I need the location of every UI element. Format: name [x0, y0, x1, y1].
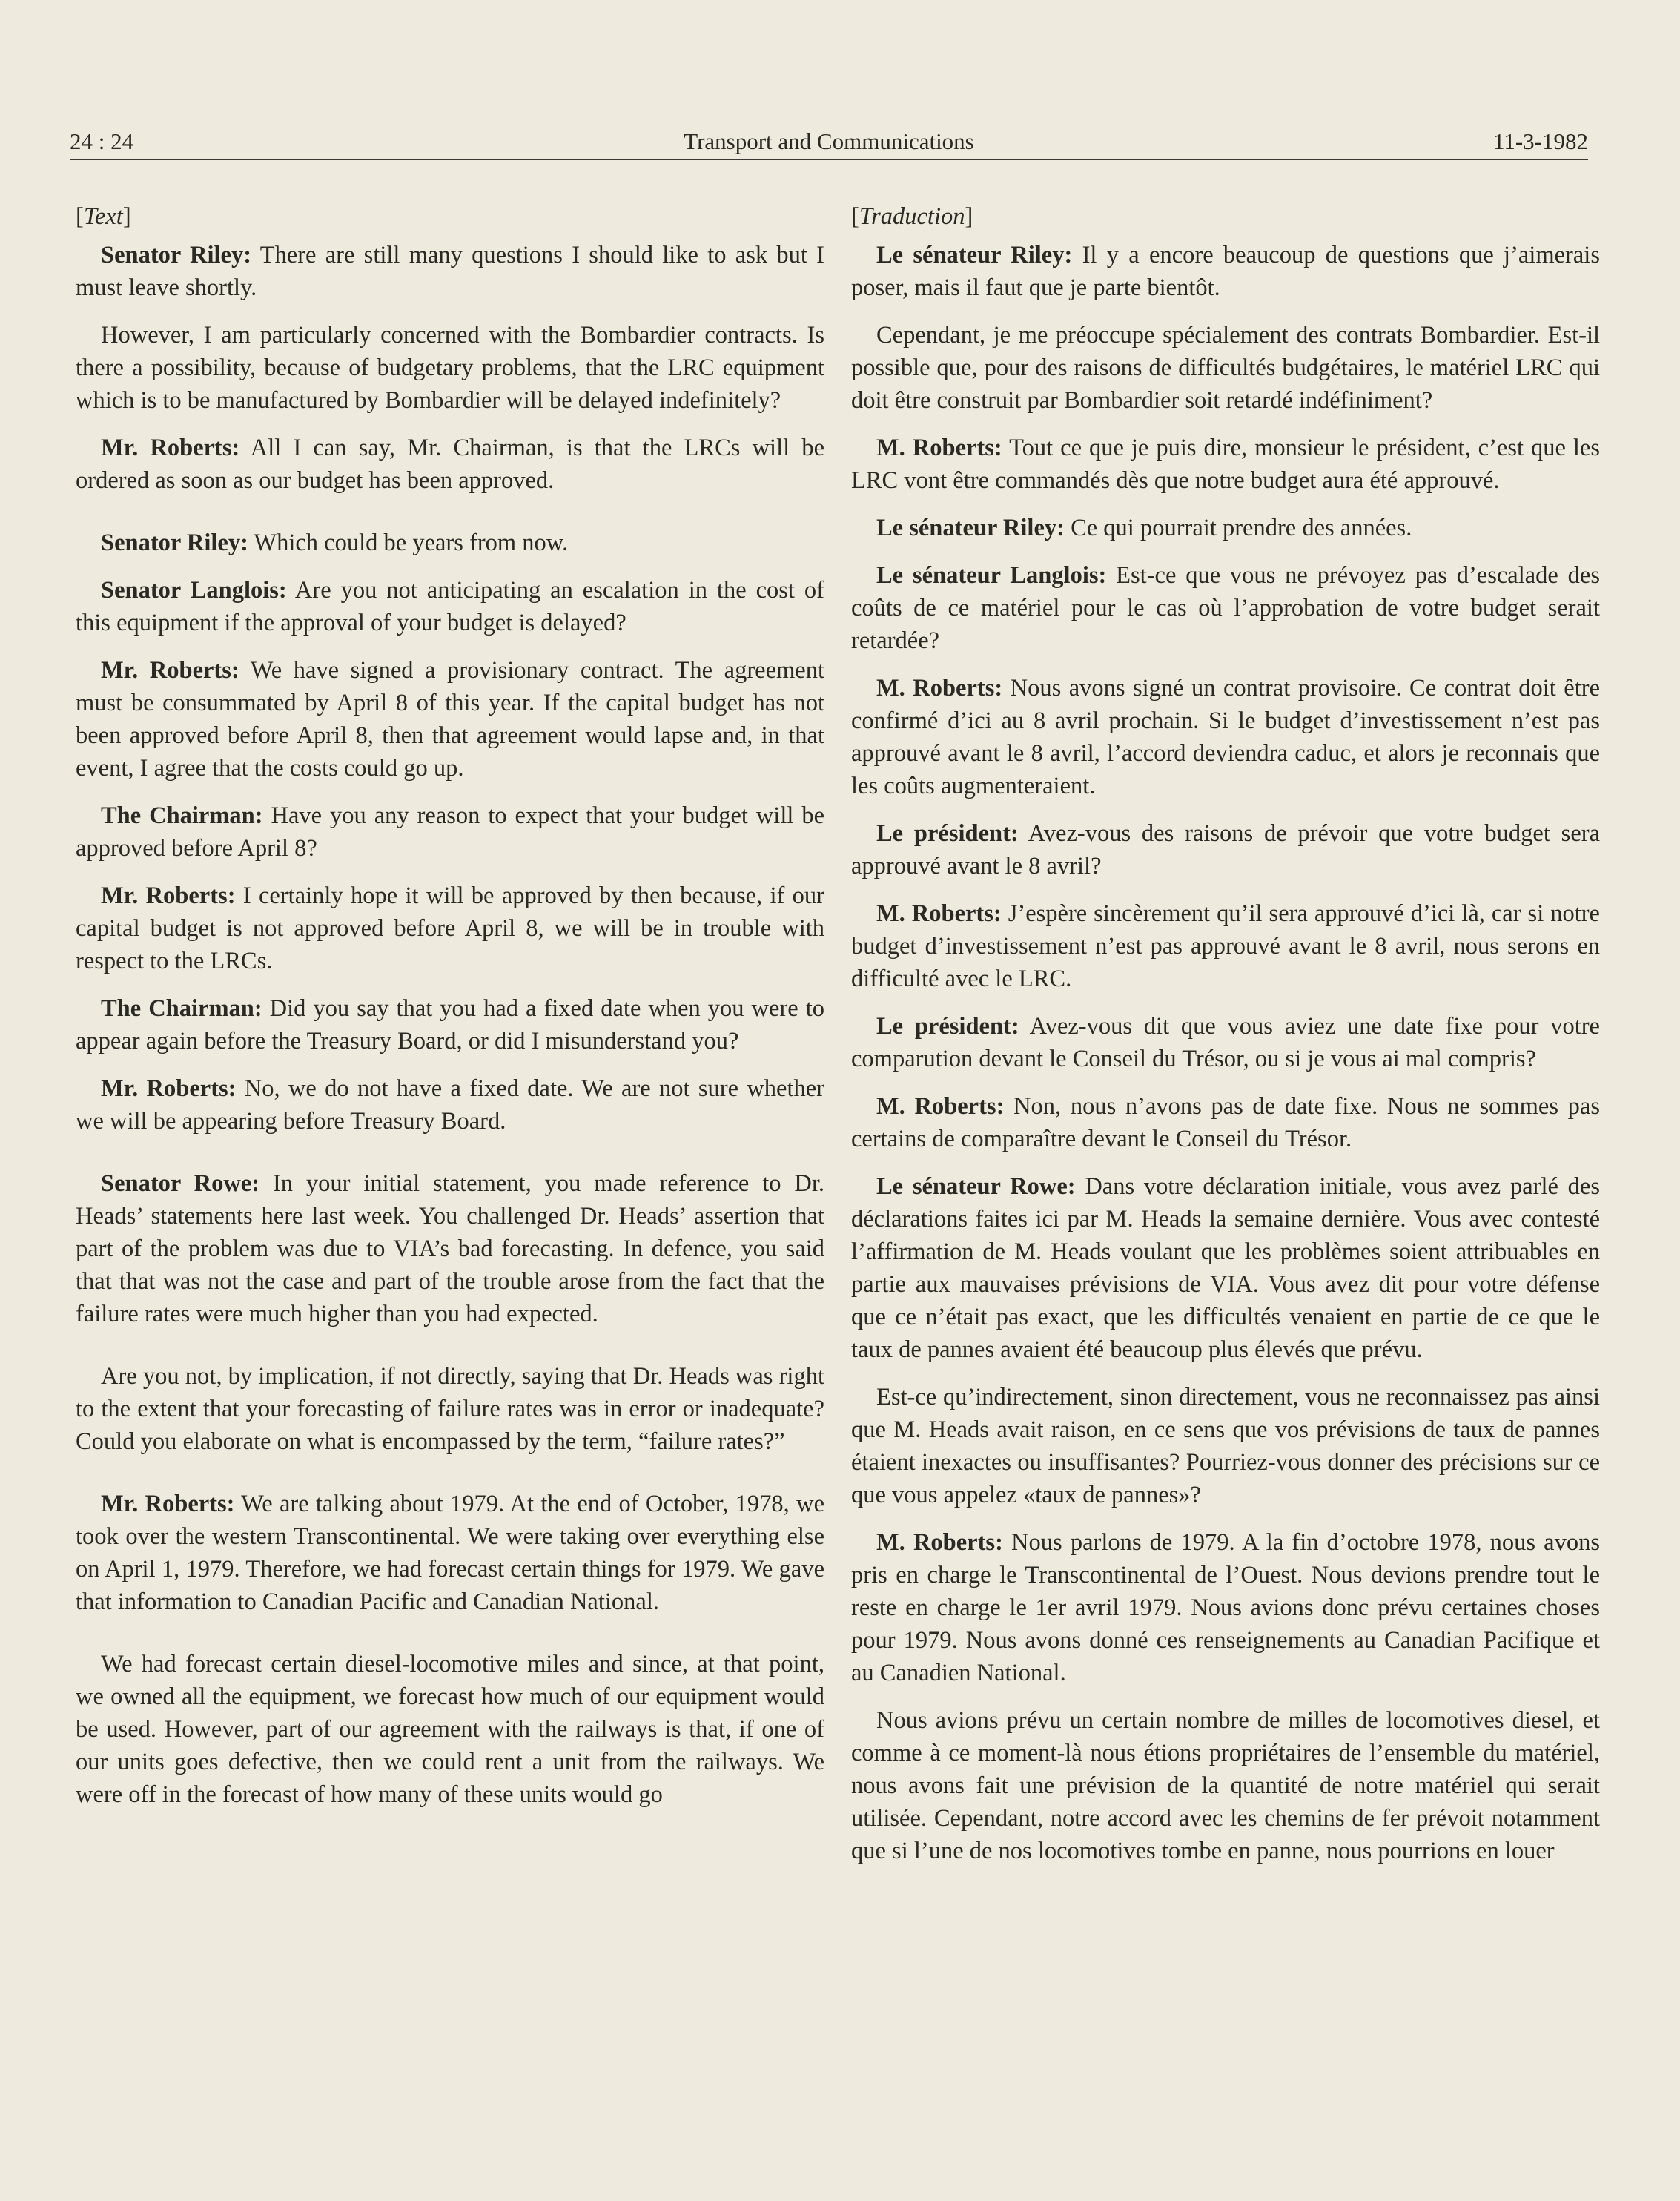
paragraph: M. Roberts: Tout ce que je puis dire, monsieur le président, c’est que les LRC vont être commandés dès que notre budget aura été approuvé.	[851, 435, 1600, 494]
paragraph: Le sénateur Riley: Il y a encore beaucoup de questions que j’aimerais poser, mais il faut que je parte bientôt.	[851, 242, 1600, 301]
speaker-name: Senator Langlois:	[101, 577, 287, 604]
paragraph: Mr. Roberts: We are talking about 1979. At the end of October, 1978, we took over the western Transcontinental. We were taking over everything else on April 1, 1979. Therefore, we had forecast certain things for 1979. We gave that information to Canadian Pacific and Canadian National.	[76, 1491, 824, 1615]
header-rule	[70, 159, 1588, 160]
paragraph: Senator Rowe: In your initial statement, you made reference to Dr. Heads’ statements here last week. You challenged Dr. Heads’ assertion that part of the problem was due to VIA’s bad forecasting. In defence, you said that that was not the case and part of the trouble arose from the fact that the failure rates were much higher than you had expected.	[76, 1170, 824, 1327]
speaker-name: Senator Rowe:	[101, 1170, 260, 1197]
paragraph: Le président: Avez-vous des raisons de prévoir que votre budget sera approuvé avant le 8 avril?	[851, 820, 1600, 880]
paragraph: Le président: Avez-vous dit que vous aviez une date fixe pour votre comparution devant le Conseil du Trésor, ou si je vous ai mal compris?	[851, 1013, 1600, 1072]
speaker-name: M. Roberts:	[876, 1529, 1003, 1556]
speaker-name: Mr. Roberts:	[101, 435, 240, 461]
language-marker: [Traduction]	[851, 203, 973, 230]
paragraph: Senator Riley: Which could be years from now.	[101, 529, 569, 556]
speaker-name: M. Roberts:	[876, 1093, 1005, 1120]
speaker-name: The Chairman:	[101, 802, 263, 829]
paragraph: M. Roberts: Nous avons signé un contrat provisoire. Ce contrat doit être confirmé d’ici au 8 avril prochain. Si le budget d’investissement n’est pas approuvé avant le 8 avril, l’accord deviendra caduc, et alors je reconnais que les coûts augmenteraient.	[851, 675, 1600, 799]
language-marker: [Text]	[76, 203, 131, 230]
speaker-name: Le sénateur Langlois:	[876, 562, 1107, 589]
paragraph: Senator Riley: There are still many questions I should like to ask but I must leave shortly.	[76, 242, 824, 301]
paragraph: Cependant, je me préoccupe spécialement des contrats Bombardier. Est-il possible que, pour des raisons de difficultés budgétaires, le matériel LRC qui doit être construit par Bombardier soit retardé indéfiniment?	[851, 322, 1600, 414]
speaker-name: Mr. Roberts:	[101, 1075, 237, 1102]
speaker-name: Le président:	[876, 1013, 1019, 1040]
speaker-name: The Chairman:	[101, 995, 262, 1022]
speaker-name: Le sénateur Riley:	[876, 515, 1065, 541]
english-column	[76, 200, 824, 1826]
speaker-name: M. Roberts:	[876, 675, 1003, 702]
speaker-name: Senator Riley:	[101, 529, 248, 556]
page-header	[70, 125, 1588, 159]
speaker-name: Mr. Roberts:	[101, 657, 239, 684]
paragraph: M. Roberts: Nous parlons de 1979. A la fin d’octobre 1978, nous avons pris en charge le Transcontinental de l’Ouest. Nous devions prendre tout le reste en charge le 1er avril 1979. Nous avions donc prévu certaines choses pour 1979. Nous avons donné ces renseignements au Canadian Pacifique et au Canadien National.	[851, 1529, 1601, 1686]
running-title: Transport and Communications	[684, 128, 974, 154]
paragraph: M. Roberts: Non, nous n’avons pas de date fixe. Nous ne sommes pas certains de comparaître devant le Conseil du Trésor.	[851, 1093, 1600, 1152]
paragraph: Senator Langlois: Are you not anticipating an escalation in the cost of this equipment if the approval of your budget is delayed?	[76, 577, 824, 636]
paragraph: The Chairman: Have you any reason to expect that your budget will be approved before April 8?	[76, 802, 824, 862]
paragraph: We had forecast certain diesel-locomotive miles and since, at that point, we owned all the equipment, we forecast how much of our equipment would be used. However, part of our agreement with the railways is that, if one of our units goes defective, then we could rent a unit from the railways. We were off in the forecast of how many of these units would go	[76, 1651, 824, 1808]
speaker-name: Le sénateur Rowe:	[876, 1173, 1076, 1200]
paragraph: The Chairman: Did you say that you had a fixed date when you were to appear again before the Treasury Board, or did I misunderstand you?	[76, 995, 824, 1055]
paragraph: Mr. Roberts: We have signed a provisionary contract. The agreement must be consummated by April 8 of this year. If the capital budget has not been approved before April 8, then that agreement would lapse and, in that event, I agree that the costs could go up.	[76, 657, 824, 782]
paragraph: Le sénateur Langlois: Est-ce que vous ne prévoyez pas d’escalade des coûts de ce matériel pour le cas où l’approbation de votre budget serait retardée?	[851, 562, 1600, 654]
speaker-name: Senator Riley:	[101, 242, 252, 268]
speaker-name: Mr. Roberts:	[101, 882, 236, 909]
french-column	[851, 200, 1600, 1882]
paragraph: Mr. Roberts: All I can say, Mr. Chairman, is that the LRCs will be ordered as soon as our budget has been approved.	[76, 435, 824, 494]
speaker-name: Mr. Roberts:	[101, 1491, 235, 1517]
sitting-date: 11-3-1982	[1493, 128, 1588, 154]
paragraph: Le sénateur Riley: Ce qui pourrait prendre des années.	[876, 515, 1412, 541]
paragraph: However, I am particularly concerned with the Bombardier contracts. Is there a possibility, because of budgetary problems, that the LRC equipment which is to be manufactured by Bombardier will be delayed indefinitely?	[76, 322, 824, 414]
page-number: 24 : 24	[70, 128, 134, 154]
paragraph: Est-ce qu’indirectement, sinon directement, vous ne reconnaissez pas ainsi que M. Heads avait raison, en ce sens que vos prévisions de taux de pannes étaient inexactes ou insuffisantes? Pourriez-vous donner des précisions sur ce que vous appelez «taux de pannes»?	[851, 1384, 1600, 1508]
paragraph: Are you not, by implication, if not directly, saying that Dr. Heads was right to the extent that your forecasting of failure rates was in error or inadequate? Could you elaborate on what is encompassed by the term, “failure rates?”	[76, 1363, 824, 1455]
speaker-name: M. Roberts:	[876, 435, 1002, 461]
speaker-name: Le sénateur Riley:	[876, 242, 1073, 268]
paragraph: Nous avions prévu un certain nombre de milles de locomotives diesel, et comme à ce moment-là nous étions propriétaires de l’ensemble du matériel, nous avons fait une prévision de la quantité de notre matériel qui serait utilisée. Cependant, notre accord avec les chemins de fer prévoit notamment que si l’une de nos locomotives tombe en panne, nous pourrions en louer	[851, 1707, 1600, 1864]
paragraph: M. Roberts: J’espère sincèrement qu’il sera approuvé d’ici là, car si notre budget d’investissement n’est pas approuvé avant le 8 avril, nous serons en difficulté avec le LRC.	[851, 900, 1600, 992]
paragraph: Mr. Roberts: No, we do not have a fixed date. We are not sure whether we will be appearing before Treasury Board.	[76, 1075, 824, 1135]
paragraph: Mr. Roberts: I certainly hope it will be approved by then because, if our capital budget is not approved before April 8, we will be in trouble with respect to the LRCs.	[76, 882, 824, 974]
paragraph: Le sénateur Rowe: Dans votre déclaration initiale, vous avez parlé des déclarations faites ici par M. Heads la semaine dernière. Vous avec contesté l’affirmation de M. Heads voulant que les problèmes soient attribuables en partie aux mauvaises prévisions de VIA. Vous avez dit pour votre défense que ce n’était pas exact, que les difficultés venaient en partie de ce que le taux de pannes avaient été beaucoup plus élevés que prévu.	[851, 1173, 1600, 1363]
speaker-name: M. Roberts:	[876, 900, 1002, 927]
speaker-name: Le président:	[876, 820, 1019, 847]
